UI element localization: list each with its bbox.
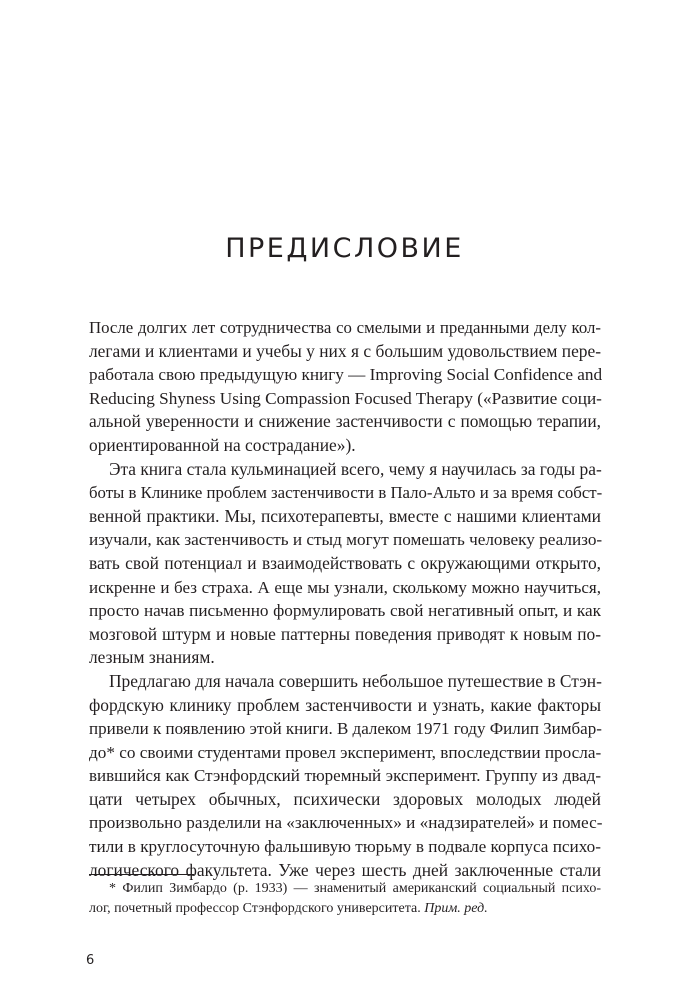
text-line: После долгих лет сотрудничества со смелыми и преданными делу кол-: [89, 318, 601, 337]
footnote-line: [89, 899, 601, 919]
text-line: Предлагаю для начала совершить небольшое путешествие в Стэн-: [109, 670, 602, 691]
paragraph-1: [89, 316, 601, 458]
text-line: вать свой потенциал и взаимодействовать с окружающими открыто,: [89, 552, 601, 573]
body-text: [89, 316, 601, 882]
text-line: произвольно разделили на «заключенных» и «надзирателей» и помес-: [89, 813, 603, 833]
text-line: до* со своими студентами провел эксперимент, впоследствии просла-: [89, 742, 602, 762]
text-line: Reducing Shyness Using Compassion Focused Therapy («Развитие соци-: [89, 388, 602, 408]
text-line: работала свою предыдущую книгу — Improving Social Confidence and: [89, 365, 603, 385]
text-line: венной практики. Мы, психотерапевты, вместе с нашими клиентами: [89, 505, 601, 526]
chapter-title: ПРЕДИСЛОВИЕ: [225, 233, 464, 264]
text-line: просто начав письменно формулировать свой негативный опыт, и как: [89, 601, 601, 621]
editor-note: Прим. ред.: [424, 901, 488, 916]
text-line: тили в круглосуточную фальшивую тюрьму в подвале корпуса психо-: [89, 837, 601, 857]
text-line: изучали, как застенчивость и стыд могут помешать человеку реализо-: [89, 530, 603, 550]
text-line: искренне и без страха. А еще мы узнали, сколькому можно научиться,: [89, 577, 601, 597]
text-line: привели к появлению этой книги. В далеком 1971 году Филип Зимбар-: [89, 719, 602, 739]
text-line: альной уверенности и снижение застенчивости с помощью терапии,: [89, 411, 601, 432]
footnote-line: * Филип Зимбардо (р. 1933) — знаменитый американский социальный психо-: [109, 881, 601, 896]
text-line: логического факультета. Уже через шесть дней заключенные стали: [89, 859, 601, 880]
text-line: легами и клиентами и учебы у них я с большим удовольствием пере-: [89, 340, 601, 361]
text-line: боты в Клинике проблем застенчивости в Пало-Альто и за время собст-: [89, 483, 603, 503]
paragraph-3: [89, 670, 601, 882]
text-line: фордскую клинику проблем застенчивости и узнать, какие факторы: [89, 694, 601, 715]
text-line: цати четырех обычных, психически здоровых молодых людей: [89, 788, 601, 809]
footnote-text: лог, почетный профессор Стэнфордского университета.: [89, 901, 425, 916]
page-number: 6: [86, 953, 95, 968]
text-line: ориентированной на сострадание»).: [89, 434, 356, 455]
text-line: вившийся как Стэнфордский тюремный эксперимент. Группу из двад-: [89, 766, 601, 786]
footnote-divider: [89, 874, 194, 875]
text-line: мозговой штурм и новые паттерны поведения приводят к новым по-: [89, 623, 601, 644]
text-line: Эта книга стала кульминацией всего, чему я научилась за годы ра-: [109, 458, 602, 479]
footnote: [89, 879, 601, 919]
text-line: лезным знаниям.: [89, 647, 215, 668]
paragraph-2: [89, 458, 601, 670]
